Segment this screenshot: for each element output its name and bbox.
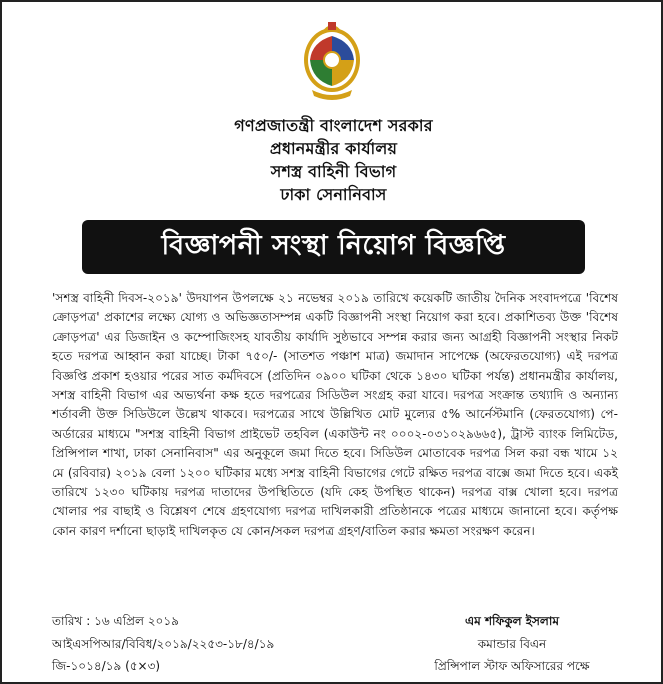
location-name: ঢাকা সেনানিবাস (280, 185, 387, 204)
reference-number: আইএসপিআর/বিবিধ/২০১৯/২২৫৩-১৮/৪/১৯ (52, 636, 275, 651)
office-header (2, 114, 663, 206)
division-name: সশস্ত্র বাহিনী বিভাগ (270, 162, 397, 181)
signatory-name: এম শফিকুল ইসলাম (464, 614, 560, 628)
notice-footer-left (52, 610, 352, 678)
notice-code: জি-১০১৪/১৯ (৫×৩) (52, 659, 161, 673)
notice-title-banner (82, 220, 585, 274)
signature-block (382, 610, 642, 678)
armed-forces-emblem-icon (282, 14, 382, 104)
govt-name: গণপ্রজাতন্ত্রী বাংলাদেশ সরকার (234, 116, 433, 135)
notice-title: বিজ্ঞাপনী সংস্থা নিয়োগ বিজ্ঞপ্তি (161, 229, 506, 261)
signatory-office: প্রিন্সিপাল স্টাফ অফিসারের পক্ষে (434, 659, 590, 673)
notice-date: তারিখ : ১৬ এপ্রিল ২০১৯ (52, 614, 179, 628)
notice-body: 'সশস্ত্র বাহিনী দিবস-২০১৯' উদযাপন উপলক্ষে ২১ নভেম্বর ২০১৯ তারিখে কয়েকটি জাতীয় দৈনিক সংবাদপত্রে 'বিশেষ ক্রোড়পত্র' প্রকাশের লক্ষ্যে যোগ্য ও অভিজ্ঞতাসম্পন্ন একটি বিজ্ঞাপনী সংস্থা নিয়োগ করা হবে। প্রকাশিতব্য উক্ত 'বিশেষ ক্রোড়পত্র' এর ডিজাইন ও কম্পোজিংসহ যাবতীয় কার্যাদি সুষ্ঠভাবে সম্পন্ন করার জন্য আগ্রহী বিজ্ঞাপনী সংস্থার নিকট হতে দরপত্র আহ্বান করা যাচ্ছে। টাকা ৭৫০/- (সাতশত পঞ্চাশ মাত্র) জমাদান সাপেক্ষে (অফেরতযোগ্য) এই দরপত্র বিজ্ঞপ্তি প্রকাশ হওয়ার পরের সাত কর্মদিবসে (প্রতিদিন ০৯০০ ঘটিকা থেকে ১৪৩০ ঘটিকা পর্যন্ত) প্রধানমন্ত্রীর কার্যালয়, সশস্ত্র বাহিনী বিভাগ এর অভ্যর্থনা কক্ষ হতে দরপত্রের সিডিউল সংগ্রহ করা যাবে। দরপত্র সংক্রান্ত তথ্যাদি ও অন্যান্য শর্তাবলী উক্ত সিডিউলে উল্লেখ থাকবে। দরপত্রের সাথে উল্লিখিত মোট মুল্যের ৫% আর্নেস্টমানি (ফেরতযোগ্য) পে-অর্ডারের মাধ্যমে "সশস্ত্র বাহিনী বিভাগ প্রাইভেট তহবিল (একাউন্ট নং ০০০২-০৩১০২৯৬৬৫), ট্রাস্ট ব্যাংক লিমিটেড, প্রিন্সিপাল শাখা, ঢাকা সেনানিবাস" এর অনুকূলে জমা দিতে হবে। সিডিউল মোতাবেক দরপত্র সিল করা বন্ধ খামে ১২ মে (রবিবার) ২০১৯ বেলা ১২০০ ঘটিকার মধ্যে সশস্ত্র বাহিনী বিভাগের গেটে রক্ষিত দরপত্র বাক্সে জমা দিতে হবে। একই তারিখে ১২৩০ ঘটিকায় দরপত্র দাতাদের উপস্থিতিতে (যদি কেহ উপস্থিত থাকেন) দরপত্র বাক্স খোলা হবে। দরপত্র খোলার পর বাছাই ও বিশ্লেষণ শেষে গ্রহণযোগ্য দরপত্র দাখিলকারী প্রতিষ্ঠানকে পত্রের মাধ্যমে জানানো হবে। কর্তৃপক্ষ কোন কারণ দর্শানো ছাড়াই দাখিলকৃত যে কোন/সকল দরপত্র গ্রহণ/বাতিল করার ক্ষমতা সংরক্ষণ করেন। (52, 291, 618, 538)
office-name: প্রধানমন্ত্রীর কার্যালয় (269, 139, 398, 158)
signatory-rank: কমান্ডার বিএন (477, 636, 547, 651)
